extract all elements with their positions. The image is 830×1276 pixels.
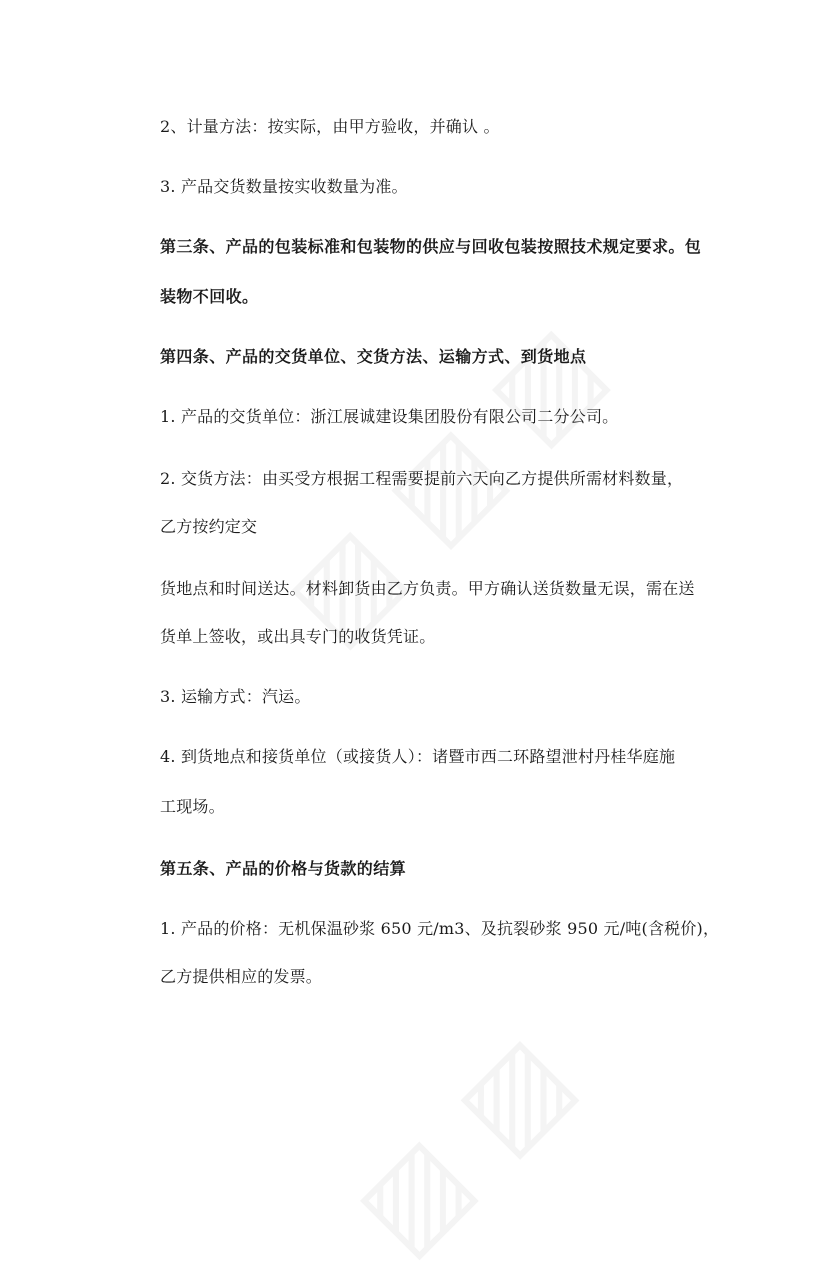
watermark: [331, 1012, 596, 1276]
clause-4-2-continuation: 乙方按约定交: [160, 517, 258, 536]
clause-4-4-continuation: 工现场。: [160, 797, 225, 816]
clause-2-3-quantity: 3. 产品交货数量按实收数量为准。: [160, 177, 408, 196]
clause-5-1-continuation: 乙方提供相应的发票。: [160, 967, 323, 986]
article-4-heading: 第四条、产品的交货单位、交货方法、运输方式、到货地点: [160, 347, 587, 366]
article-3-heading: 第三条、产品的包装标准和包装物的供应与回收包装按照技术规定要求。包: [160, 237, 702, 256]
clause-4-2-paragraph: 货地点和时间送达。材料卸货由乙方负责。甲方确认送货数量无误，需在送: [160, 579, 695, 598]
clause-4-3-transport: 3. 运输方式：汽运。: [160, 687, 311, 706]
clause-4-2-paragraph-continuation: 货单上签收，或出具专门的收货凭证。: [160, 627, 436, 646]
clause-4-1-delivery-unit: 1. 产品的交货单位：浙江展诚建设集团股份有限公司二分公司。: [160, 407, 619, 426]
article-3-continuation: 装物不回收。: [160, 287, 259, 306]
article-5-heading: 第五条、产品的价格与货款的结算: [160, 859, 407, 878]
clause-4-4-destination: 4. 到货地点和接货单位（或接货人）：诸暨市西二环路望泄村丹桂华庭施: [160, 747, 676, 766]
clause-5-1-price: 1. 产品的价格：无机保温砂浆 650 元/m3、及抗裂砂浆 950 元/吨(含税价)，: [160, 919, 720, 938]
clause-4-2-delivery-method: 2. 交货方法：由买受方根据工程需要提前六天向乙方提供所需材料数量，: [160, 469, 684, 488]
clause-2-2-measurement: 2、计量方法：按实际，由甲方验收，并确认 。: [160, 117, 500, 136]
